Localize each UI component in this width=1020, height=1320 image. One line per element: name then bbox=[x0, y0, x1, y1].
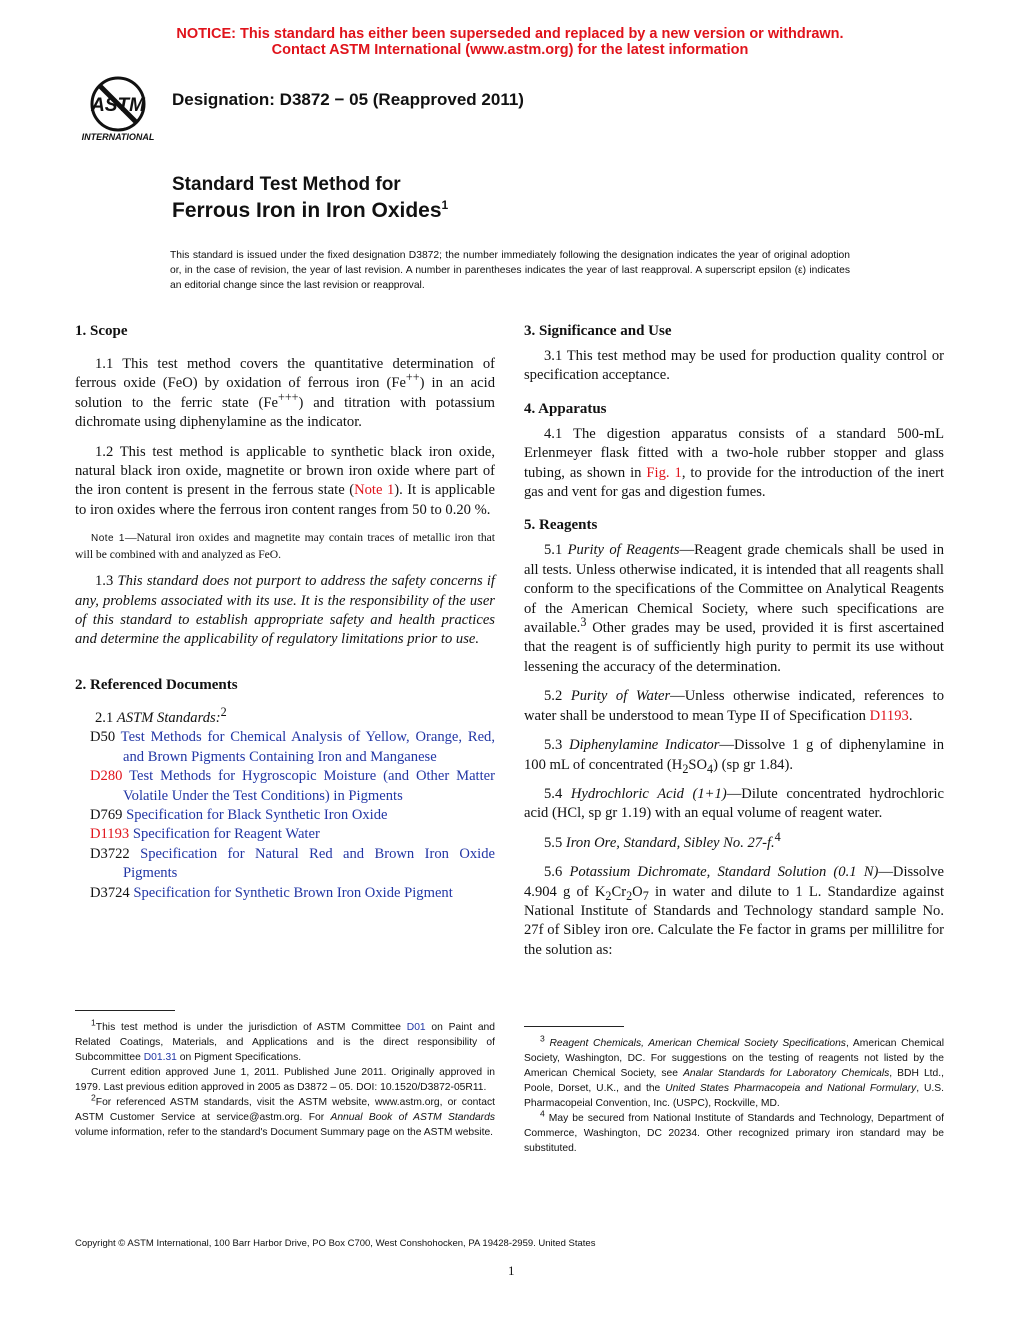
footnote-rule-left bbox=[75, 1010, 175, 1011]
d01-link[interactable]: D01 bbox=[406, 1022, 426, 1033]
title-line-2: Ferrous Iron in Iron Oxides$^1$ bbox=[172, 198, 449, 222]
footnote-rule-right bbox=[524, 1026, 624, 1027]
reagent-5-2: 5.2 Purity of Water—Unless otherwise indicated, references to water shall be understood to mean Type II of Specification D1193. bbox=[524, 688, 944, 724]
notice-line-1: NOTICE: This standard has either been superseded and replaced by a new version or withdrawn. bbox=[176, 26, 844, 42]
reference-item[interactable]: D50 Test Methods for Chemical Analysis of Yellow, Orange, Red, and Brown Pigments Containing Iron and Manganese bbox=[90, 729, 495, 765]
scope-note-1: Note 1—Natural iron oxides and magnetite may contain traces of metallic iron that will be combined with and analyzed as FeO. bbox=[75, 531, 495, 561]
reagent-5-4: 5.4 Hydrochloric Acid (1+1)—Dilute concentrated hydrochloric acid (HCl, sp gr 1.19) with an equal volume of reagent water. bbox=[524, 785, 944, 822]
section-references-heading: 2. Referenced Documents bbox=[75, 676, 238, 693]
svg-text:INTERNATIONAL: INTERNATIONAL bbox=[81, 132, 155, 142]
footnotes-right bbox=[524, 1033, 945, 1156]
footnote-2: $^2$For referenced ASTM standards, visit the ASTM website, www.astm.org, or contact ASTM Customer Service at service@astm.org. For Annual Book of ASTM Standards volume information, refer to the standard's Document Summary page on the ASTM website. bbox=[75, 1092, 495, 1138]
reagent-5-6: 5.6 Potassium Dichromate, Standard Solution (0.1 N)—Dissolve 4.904 g of $K_2Cr_2O_7$ in water and dilute to 1 L. Standardize against National Institute of Standards and Technology standard sample No. 27f of Sibley iron ore. Calculate the Fe factor in grams per millilitre for the solution as: bbox=[524, 864, 944, 958]
intro-paragraph: This standard is issued under the fixed designation D3872; the number immediately following the designation indicates the year of original adoption or, in the case of revision, the year of last revision. A number in parentheses indicates the year of last reapproval. A superscript epsilon (ε) indicates an editorial change since the last revision or reapproval. bbox=[170, 250, 850, 291]
left-column bbox=[75, 322, 495, 903]
astm-standards-label: 2.1 ASTM Standards:$^2$ bbox=[95, 705, 227, 726]
astm-logo bbox=[72, 74, 164, 144]
title-line-1: Standard Test Method for bbox=[172, 174, 401, 195]
notice-line-2: Contact ASTM International (www.astm.org) for the latest information bbox=[271, 42, 749, 58]
fig-1-link[interactable]: Fig. 1 bbox=[646, 464, 682, 481]
scope-paragraph-1: 1.1 This test method covers the quantitative determination of ferrous oxide (FeO) by oxidation of ferrous iron (Fe++) in an acid solution to the ferric state (Fe+++) and titration with potassium dichromate using diphenylamine as the indicator. bbox=[75, 356, 495, 431]
footnote-1: $^1$This test method is under the jurisdiction of ASTM Committee D01 on Paint and Related Coatings, Materials, and Applications and is the direct responsibility of Subcommittee D01.31 on Pigment Specifications. bbox=[75, 1017, 495, 1063]
d1193-link[interactable]: D1193 bbox=[869, 707, 909, 724]
section-scope-heading: 1. Scope bbox=[75, 323, 128, 339]
section-significance-heading: 3. Significance and Use bbox=[524, 323, 672, 339]
reference-item[interactable]: D280 Test Methods for Hygroscopic Moisture (and Other Matter Volatile Under the Test Conditions) in Pigments bbox=[90, 768, 495, 804]
notice-banner bbox=[0, 26, 1020, 58]
reagent-5-5: 5.5 Iron Ore, Standard, Sibley No. 27-f.$^4$ bbox=[544, 829, 781, 851]
reference-item[interactable]: D769 Specification for Black Synthetic Iron Oxide bbox=[90, 806, 388, 823]
apparatus-paragraph-1: 4.1 The digestion apparatus consists of a standard 500-mL Erlenmeyer flask fitted with a two-hole rubber stopper and glass tubing, as shown in Fig. 1, to provide for the introduction of the inert gas and vent for gas and digestion fumes. bbox=[524, 425, 945, 501]
section-reagents-heading: 5. Reagents bbox=[524, 517, 598, 534]
svg-text:ASTM: ASTM bbox=[91, 95, 145, 116]
title-footnote-mark: 1 bbox=[441, 198, 449, 212]
page-number: 1 bbox=[508, 1263, 515, 1278]
reagent-5-1: 5.1 Purity of Reagents—Reagent grade chemicals shall be used in all tests. Unless otherwise indicated, it is intended that all reagents shall conform to the specifications of the Committee on Analytical Reagents of the American Chemical Society, where such specifications are available.$^3$ Other grades may be used, provided it is first ascertained that the reagent is of sufficiently high purity to permit its use without lessening the accuracy of the determination. bbox=[524, 542, 944, 675]
right-column bbox=[524, 322, 944, 970]
reference-item[interactable]: D3722 Specification for Natural Red and Brown Iron Oxide Pigments bbox=[90, 845, 495, 882]
astm-logo-mark bbox=[72, 74, 164, 144]
d01-31-link[interactable]: D01.31 bbox=[143, 1052, 177, 1063]
scope-paragraph-2: 1.2 This test method is applicable to synthetic black iron oxide, natural black iron oxide, magnetite or brown iron oxide where part of the iron content is present in the ferrous state (Note 1). It is applicable to iron oxides where the ferrous iron content ranges from 50 to 0.20 %. bbox=[75, 443, 495, 518]
copyright-line: Copyright © ASTM International, 100 Barr Harbor Drive, PO Box C700, West Conshohocken, PA 19428-2959. United States bbox=[75, 1238, 596, 1249]
reference-item[interactable]: D1193 Specification for Reagent Water bbox=[90, 826, 320, 843]
section-apparatus-heading: 4. Apparatus bbox=[524, 400, 607, 417]
footnote-1-edition: Current edition approved June 1, 2011. Published June 2011. Originally approved in 1979. Last previous edition approved in 2005 as D3872 – 05. DOI: 10.1520/D3872-05R11. bbox=[75, 1067, 495, 1093]
designation: Designation: D3872 − 05 (Reapproved 2011) bbox=[172, 90, 524, 109]
significance-paragraph-1: 3.1 This test method may be used for production quality control or specification acceptance. bbox=[524, 348, 944, 384]
reference-item[interactable]: D3724 Specification for Synthetic Brown Iron Oxide Pigment bbox=[90, 884, 453, 901]
note-1-link[interactable]: Note 1 bbox=[354, 482, 395, 499]
footnotes-left bbox=[75, 1017, 495, 1140]
reagent-5-3: 5.3 Diphenylamine Indicator—Dissolve 1 g of diphenylamine in 100 mL of concentrated $(H_2SO_4)$ (sp gr 1.84). bbox=[524, 737, 944, 776]
scope-paragraph-3: 1.3 This standard does not purport to address the safety concerns if any, problems associated with its use. It is the responsibility of the user of this standard to establish appropriate safety and health practices and determine the applicability of regulatory limitations prior to use. bbox=[75, 573, 495, 648]
footnote-4: $^4$ May be secured from National Institute of Standards and Technology, Department of Commerce, Washington, DC 20234. Other recognized primary iron standard may be substituted. bbox=[524, 1108, 944, 1154]
footnote-3: $^3$ Reagent Chemicals, American Chemical Society Specifications, American Chemical Society, Washington, DC. For suggestions on the testing of reagents not listed by the American Chemical Society, see Analar Standards for Laboratory Chemicals, BDH Ltd., Poole, Dorset, U.K., and the United States Pharmacopeia and National Formulary, U.S. Pharmacopeial Convention, Inc. (USPC), Rockville, MD. bbox=[524, 1033, 945, 1109]
